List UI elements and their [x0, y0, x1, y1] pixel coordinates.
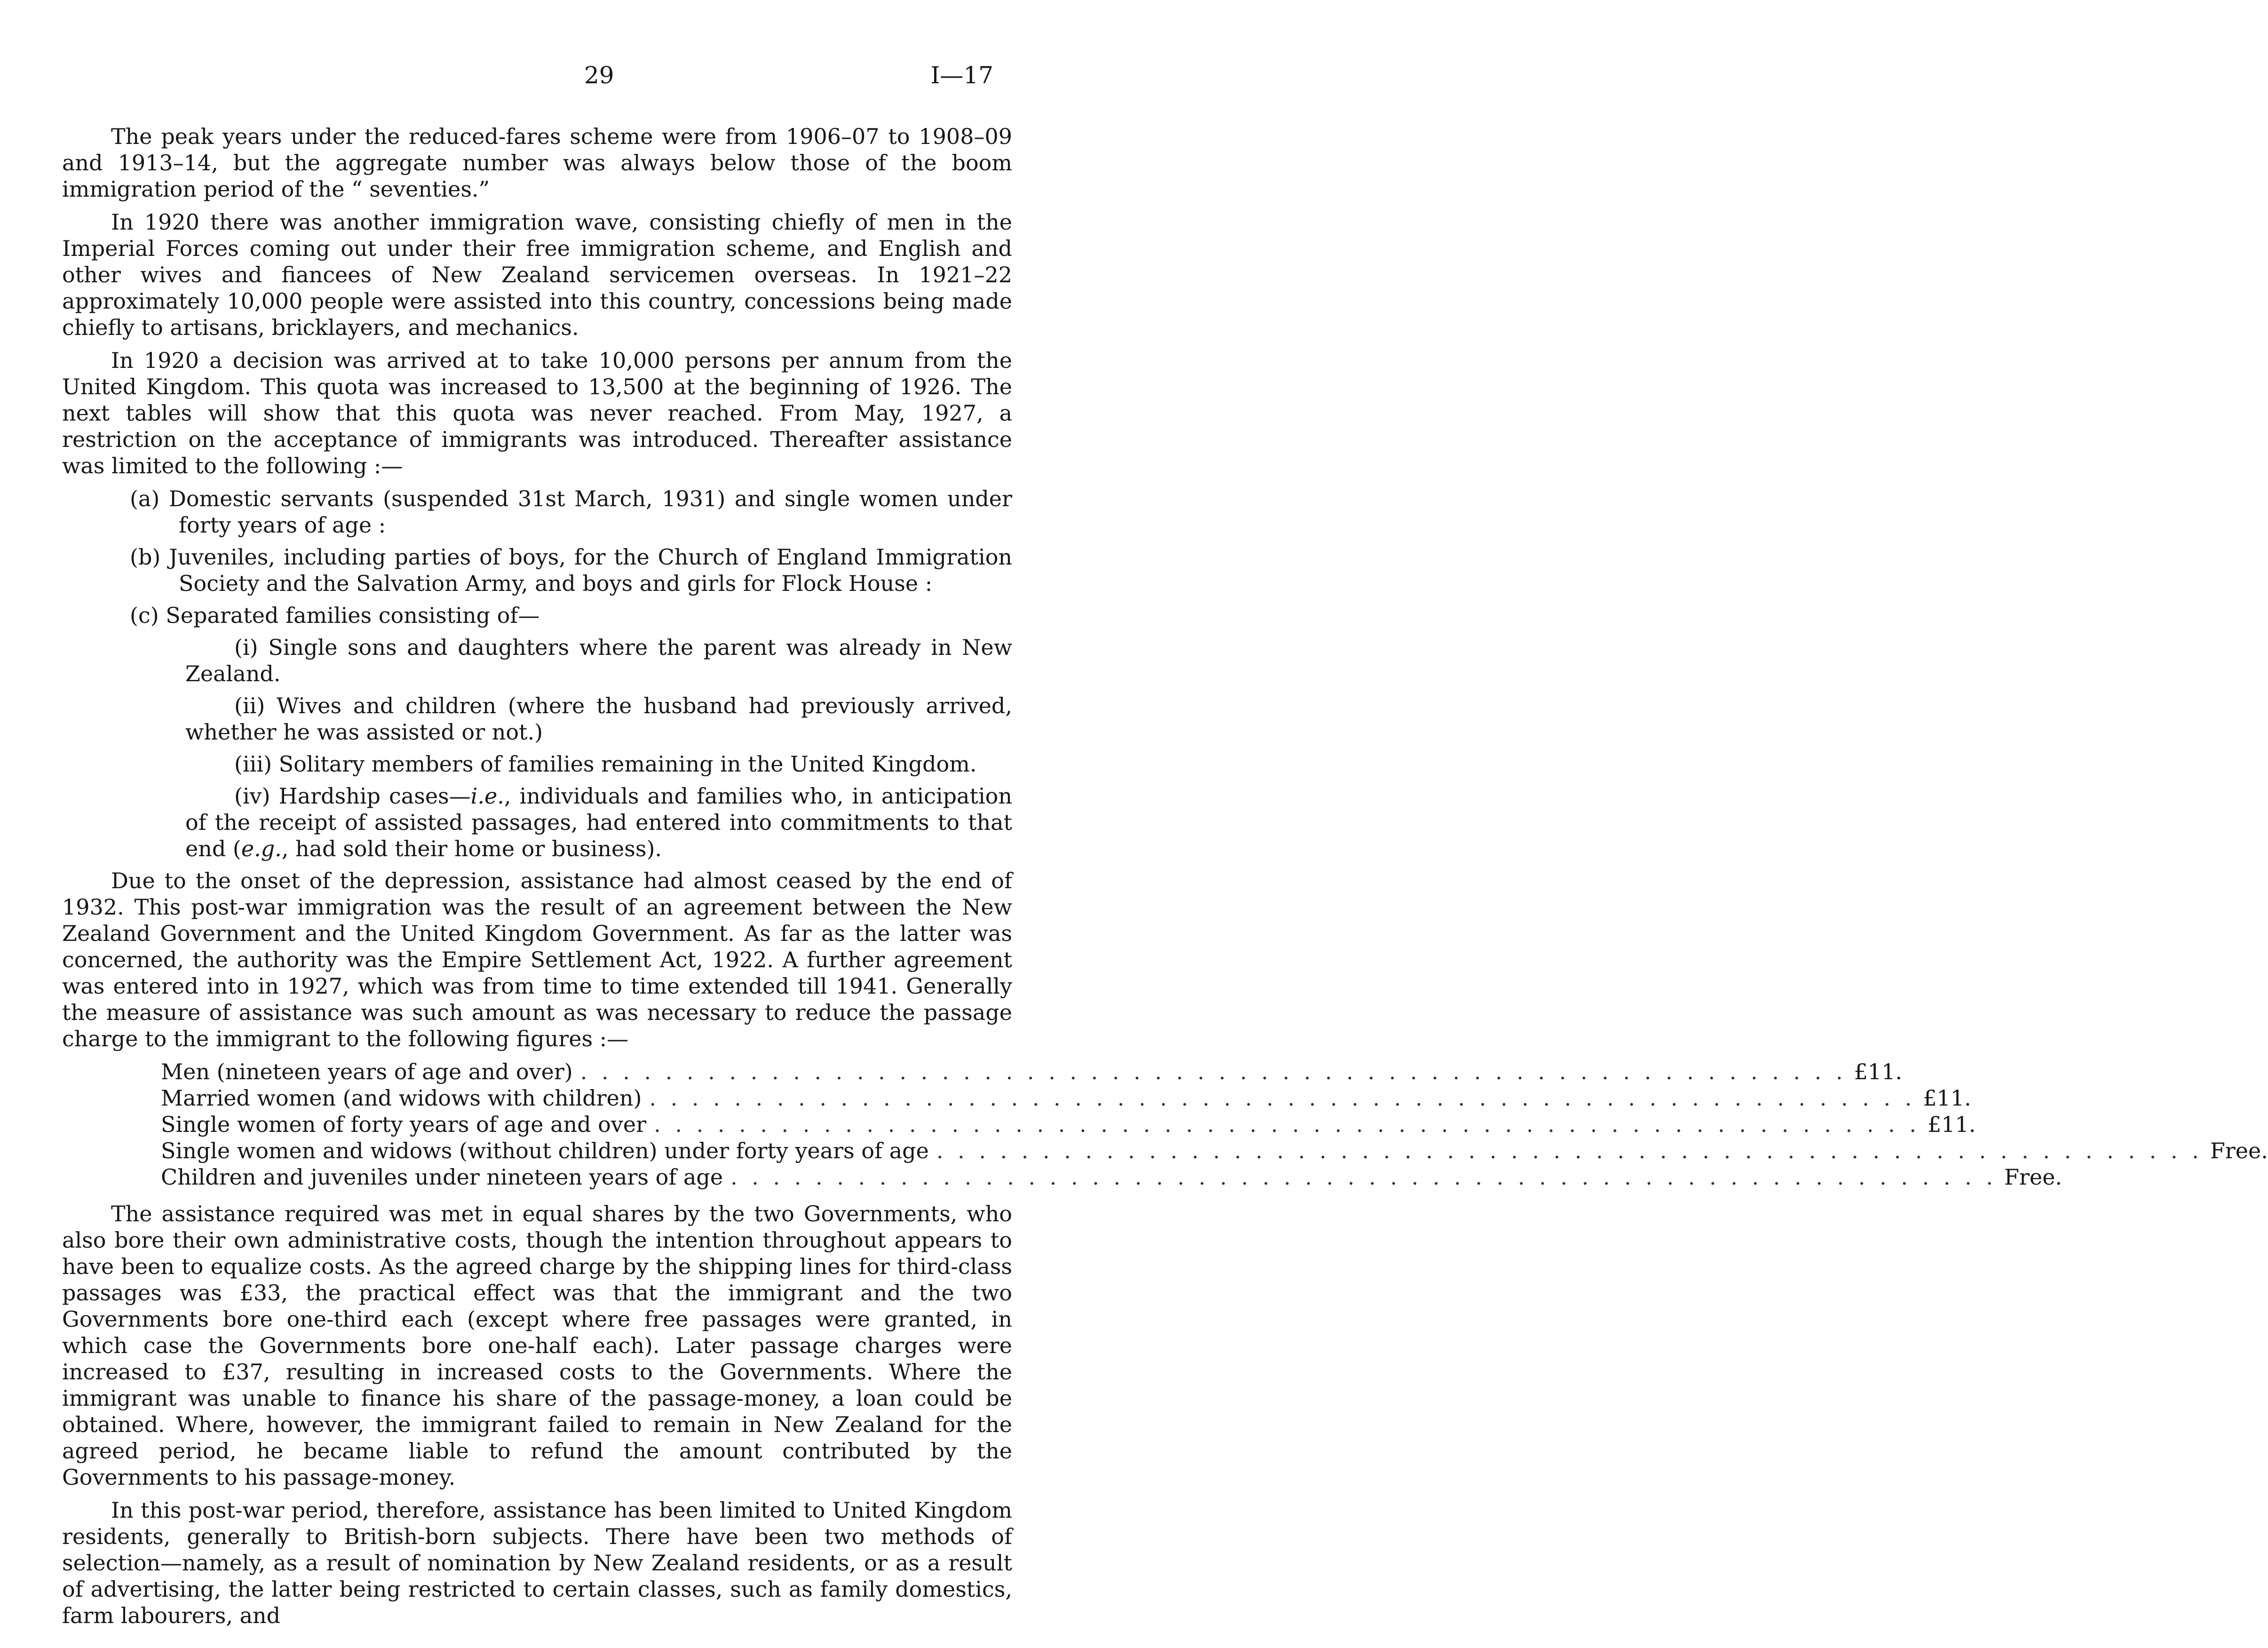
list-marker: (iv)	[234, 783, 270, 809]
rate-value: £11.	[1923, 1085, 1971, 1111]
sub-item-iii	[62, 751, 1012, 777]
list-item-b	[62, 544, 1012, 597]
sub-item-iv	[62, 783, 1012, 862]
document-reference: I—17	[930, 62, 993, 89]
list-item-c	[62, 602, 1012, 629]
italic-abbrev: e.g.	[241, 836, 282, 861]
list-text: Juveniles, including parties of boys, for the Church of England Immigration Society and the Salvation Army, and boys and girls for Flock House :	[169, 544, 1013, 596]
list-marker: (ii)	[234, 693, 265, 718]
rate-label: Men (nineteen years of age and over)	[161, 1059, 573, 1084]
page-header	[62, 0, 1012, 89]
table-row	[161, 1111, 1976, 1138]
body-text	[62, 123, 2268, 1635]
list-text: , individuals and families who, in anticipation of the receipt of assisted passages, had entered into commitments to that end (	[185, 783, 1012, 861]
list-text: Solitary members of families remaining in the United Kingdom.	[278, 751, 977, 777]
paragraph-6: In this post-war period, therefore, assistance has been limited to United Kingdom residents, generally to British-born subjects. There have been two methods of selection—namely, as a result of nomination by New Zealand residents, or as a result of advertising, the latter being restricted to certain classes, such as family domestics, farm labourers, and	[62, 1497, 1012, 1628]
table-row	[161, 1059, 1903, 1085]
rate-label: Children and juveniles under nineteen years of age	[161, 1164, 723, 1190]
page-number: 29	[584, 62, 614, 89]
list-text: Wives and children (where the husband had previously arrived, whether he was assisted or not.)	[185, 693, 1012, 745]
dot-leader: . . . . . . . . . . . . . . . . . . . . . . . . . . . . . . . . . . . . . . . . . . . . . . . . . . . . . . . . . . . .	[730, 1164, 1997, 1190]
list-marker: (a)	[130, 486, 160, 511]
paragraph-5: The assistance required was met in equal shares by the two Governments, who also bore their own administrative costs, though the intention throughout appears to have been to equalize costs. As the agreed charge by the shipping lines for third-class passages was £33, the practical effect was that the immigrant and the two Governments bore one-third each (except where free passages were granted, in which case the Governments bore one-half each). Later passage charges were increased to £37, resulting in increased costs to the Governments. Where the immigrant was unable to finance his share of the passage-money, a loan could be obtained. Where, however, the immigrant failed to remain in New Zealand for the agreed period, he became liable to refund the amount contributed by the Governments to his passage-money.	[62, 1201, 1012, 1490]
list-text: Hardship cases—	[278, 783, 471, 809]
list-text: , had sold their home or business).	[281, 836, 662, 861]
rate-value: £11.	[1854, 1059, 1903, 1084]
rate-value: Free.	[2210, 1138, 2268, 1163]
sub-item-ii	[62, 693, 1012, 745]
passage-charge-table	[161, 1059, 2268, 1190]
list-marker: (i)	[234, 635, 258, 660]
rate-value: Free.	[2004, 1164, 2062, 1190]
table-row	[161, 1085, 1971, 1111]
dot-leader: . . . . . . . . . . . . . . . . . . . . . . . . . . . . . . . . . . . . . . . . . . . . . . . . . . . . . . . . . . . .	[649, 1085, 1916, 1111]
table-row	[161, 1138, 2268, 1164]
rate-value: £11.	[1927, 1112, 1976, 1137]
rate-label: Single women and widows (without children) under forty years of age	[161, 1138, 929, 1163]
list-item-a	[62, 486, 1012, 538]
rate-label: Married women (and widows with children)	[161, 1085, 642, 1111]
dot-leader: . . . . . . . . . . . . . . . . . . . . . . . . . . . . . . . . . . . . . . . . . . . . . . . . . . . . . . . . . . . .	[654, 1112, 1920, 1137]
paragraph-4: Due to the onset of the depression, assistance had almost ceased by the end of 1932. This post-war immigration was the result of an agreement between the New Zealand Government and the United Kingdom Government. As far as the latter was concerned, the authority was the Empire Settlement Act, 1922. A further agreement was entered into in 1927, which was from time to time extended till 1941. Generally the measure of assistance was such amount as was necessary to reduce the passage charge to the immigrant to the following figures :—	[62, 868, 1012, 1051]
paragraph-1: The peak years under the reduced-fares scheme were from 1906–07 to 1908–09 and 1913–14, but the aggregate number was always below those of the boom immigration period of the “ seventies.”	[62, 124, 1012, 202]
dot-leader: . . . . . . . . . . . . . . . . . . . . . . . . . . . . . . . . . . . . . . . . . . . . . . . . . . . . . . . . . . . .	[936, 1138, 2203, 1163]
dot-leader: . . . . . . . . . . . . . . . . . . . . . . . . . . . . . . . . . . . . . . . . . . . . . . . . . . . . . . . . . . . .	[580, 1059, 1847, 1084]
list-text: Single sons and daughters where the parent was already in New Zealand.	[185, 635, 1012, 686]
list-text: Domestic servants (suspended 31st March, 1931) and single women under forty years of age :	[168, 486, 1012, 538]
list-marker: (iii)	[234, 751, 272, 777]
list-marker: (c)	[130, 603, 159, 628]
list-marker: (b)	[130, 544, 161, 570]
sub-item-i	[62, 634, 1012, 687]
list-text: Separated families consisting of—	[166, 603, 540, 628]
table-row	[161, 1164, 2062, 1190]
paragraph-2: In 1920 there was another immigration wave, consisting chiefly of men in the Imperial Forces coming out under their free immigration scheme, and English and other wives and fiancees of New Zealand servicemen overseas. In 1921–22 approximately 10,000 people were assisted into this country, concessions being made chiefly to artisans, bricklayers, and mechanics.	[62, 209, 1012, 340]
italic-abbrev: i.e.	[470, 783, 504, 809]
rate-label: Single women of forty years of age and over	[161, 1112, 647, 1137]
paragraph-3: In 1920 a decision was arrived at to take 10,000 persons per annum from the United Kingdom. This quota was increased to 13,500 at the beginning of 1926. The next tables will show that this quota was never reached. From May, 1927, a restriction on the acceptance of immigrants was introduced. Thereafter assistance was limited to the following :—	[62, 348, 1012, 478]
